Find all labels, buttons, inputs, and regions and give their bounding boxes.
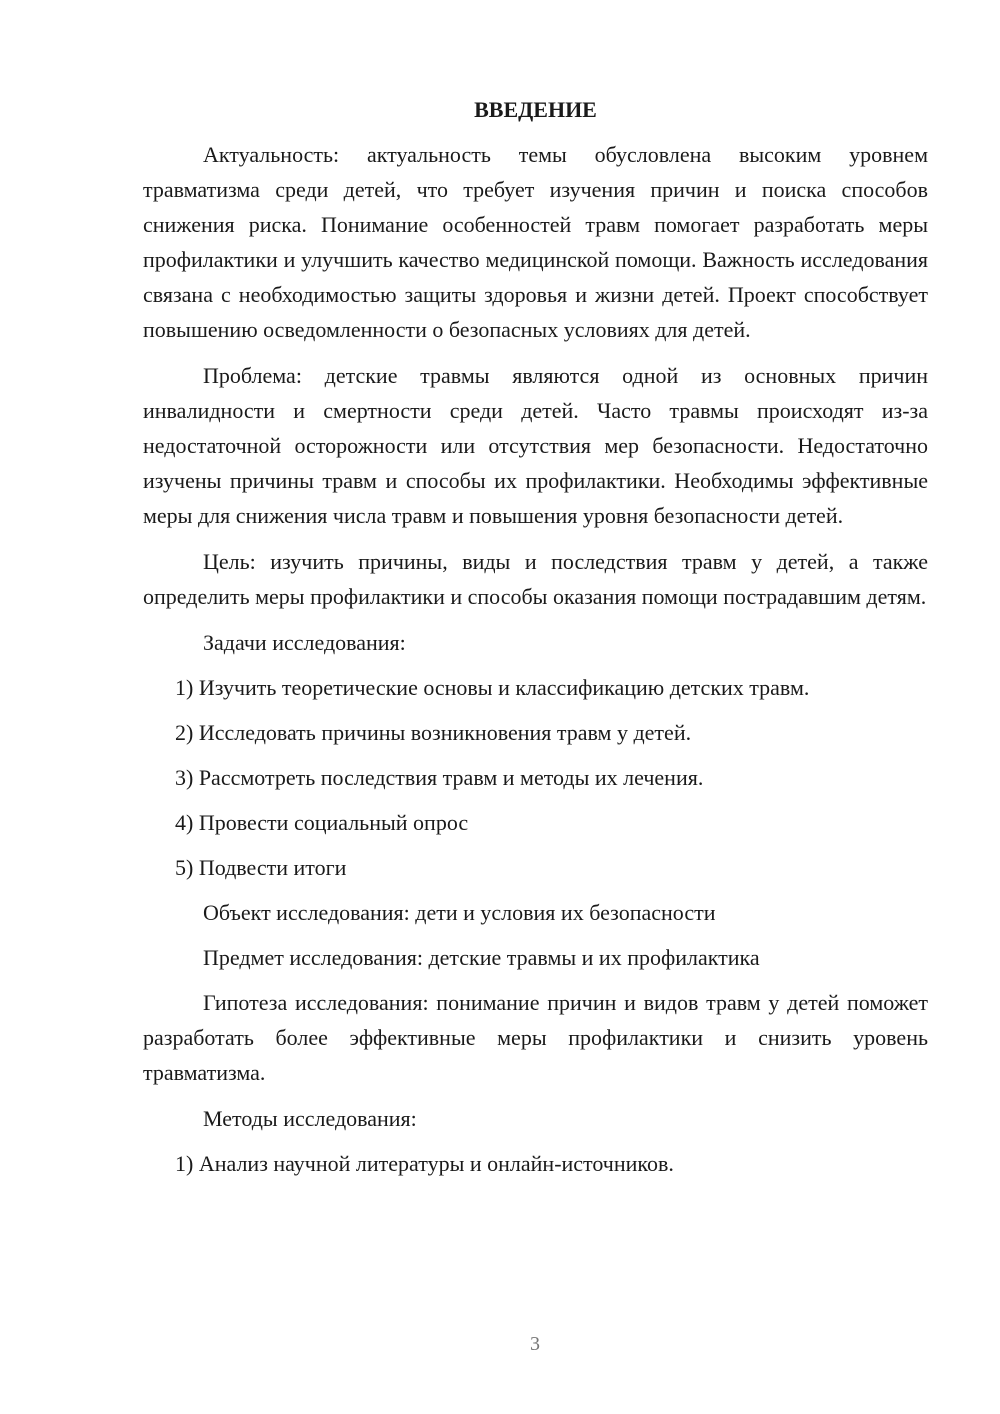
section-title: ВВЕДЕНИЕ [474,97,597,122]
task-item: 2) Исследовать причины возникновения травм у детей. [175,720,692,745]
page-number: 3 [530,1333,540,1355]
hypothesis-paragraph: Гипотеза исследования: понимание причин и видов травм у детей поможет разработать более эффективные меры профилактики и снизить уровень травматизма. [143,990,928,1085]
relevance-paragraph: Актуальность: актуальность темы обусловлена высоким уровнем травматизма среди детей, что требует изучения причин и поиска способов снижения риска. Понимание особенностей травм помогает разработать меры профилактики и улучшить качество медицинской помощи. Важность исследования связана с необходимостью защиты здоровья и жизни детей. Проект способствует повышению осведомленности о безопасных условиях для детей. [143,142,928,342]
task-item: 3) Рассмотреть последствия травм и методы их лечения. [175,765,704,790]
task-item: 4) Провести социальный опрос [175,810,469,835]
task-item: 1) Изучить теоретические основы и классификацию детских травм. [175,675,810,700]
goal-paragraph: Цель: изучить причины, виды и последствия травм у детей, а также определить меры профилактики и способы оказания помощи пострадавшим детям. [143,549,928,609]
tasks-list [143,670,928,885]
task-item: 5) Подвести итоги [175,855,347,880]
problem-paragraph: Проблема: детские травмы являются одной из основных причин инвалидности и смертности среди детей. Часто травмы происходят из-за недостаточной осторожности или отсутствия мер безопасности. Недостаточно изучены причины травм и способы их профилактики. Необходимы эффективные меры для снижения числа травм и повышения уровня безопасности детей. [143,363,928,528]
methods-heading: Методы исследования: [203,1106,417,1131]
object-paragraph: Объект исследования: дети и условия их безопасности [203,900,716,925]
page-content [143,92,928,1191]
subject-paragraph: Предмет исследования: детские травмы и их профилактика [203,945,760,970]
methods-list [143,1146,928,1181]
tasks-heading: Задачи исследования: [203,630,406,655]
method-item: 1) Анализ научной литературы и онлайн-источников. [175,1151,674,1176]
